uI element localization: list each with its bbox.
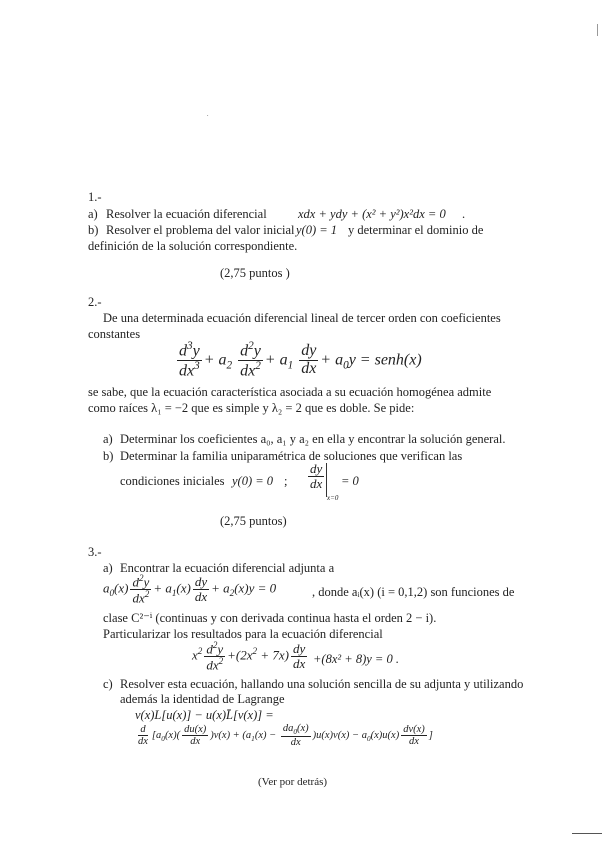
- q3-c-label: c): [103, 677, 113, 691]
- q1-a-label: a): [88, 207, 98, 221]
- q2-b-condition2-value: = 0: [341, 474, 359, 488]
- q1-b-label: b): [88, 223, 99, 237]
- q3-number: 3.-: [88, 545, 102, 559]
- q2-line4: como raíces λ₁ = −2 que es simple y λ₂ = 2 que es doble. Se pide:: [88, 401, 415, 415]
- q2-differential-equation: $\frac{d^3y}{dx^3}$ + $a_2$ $\frac{d^2y}{dx^2}$ + $a_1$ $\frac{dy}{dx}$ + $a_0y$ = senh(x): [179, 340, 422, 380]
- q3-a-text: Encontrar la ecuación diferencial adjunta a: [120, 561, 335, 575]
- q2-b-condition1: y(0) = 0: [232, 474, 274, 488]
- q3-c-line2: además la identidad de Lagrange: [120, 692, 285, 706]
- q3-a-line3: clase C²⁻ⁱ (continuas y con derivada continua hasta el orden 2 − i).: [103, 611, 437, 625]
- q1-b-text: Resolver el problema del valor inicial: [106, 223, 295, 237]
- q1-b-condition: y(0) = 1: [296, 223, 338, 237]
- q3-a-equation: $a_0(x)$ $\frac{d^2y}{dx^2}$ + $a_1(x)$ $\frac{dy}{dx}$ + $a_2(x)y = 0$: [103, 573, 277, 606]
- q1-a-text: Resolver la ecuación diferencial: [106, 207, 267, 221]
- speck: .: [207, 112, 209, 118]
- q2-b-text: Determinar la familia uniparamétrica de soluciones que verifican las: [120, 449, 463, 463]
- q2-points: (2,75 puntos): [220, 514, 287, 528]
- scan-edge-mark: [572, 833, 602, 834]
- q3-a-equation-tail: , donde aᵢ(x) (i = 0,1,2) son funciones de: [312, 585, 515, 599]
- q2-a-text: Determinar los coeficientes a₀, a₁ y a₂ en ella y encontrar la solución general.: [120, 432, 506, 446]
- q2-number: 2.-: [88, 295, 102, 309]
- q2-b-line2: condiciones iniciales: [120, 474, 225, 488]
- q2-intro2: constantes: [88, 327, 141, 341]
- q1-b-text2: y determinar el dominio de: [348, 223, 484, 237]
- q2-line3: se sabe, que la ecuación característica asociada a su ecuación homogénea admite: [88, 385, 492, 399]
- q3-a-equation2-tail: +(8x² + 8)y = 0 .: [313, 652, 399, 666]
- q1-b-line2: definición de la solución correspondiente.: [88, 239, 298, 253]
- q2-a-label: a): [103, 432, 113, 446]
- q3-a-equation2: $x^2$ $\frac{d^2y}{dx^2}$ $+(2x^2 + 7x)$ $\frac{dy}{dx}$: [192, 640, 306, 673]
- q2-b-separator: ;: [284, 474, 288, 488]
- scan-edge-mark-top: [597, 24, 598, 36]
- q3-c-text: Resolver esta ecuación, hallando una solución sencilla de su adjunta y utilizando: [120, 677, 524, 691]
- footer-note: (Ver por detrás): [258, 776, 328, 788]
- q2-b-label: b): [103, 449, 114, 463]
- q2-b-condition2-subscript: x=0: [327, 494, 339, 502]
- q3-a-line4: Particularizar los resultados para la ecuación diferencial: [103, 627, 383, 641]
- q3-c-identity-line2: $\frac{d}{dx}$ [$a_0(x)$( $\frac{du(x)}{dx}$ )$v(x) + (a_1(x)$ − $\frac{da_0(x)}{dx}$ )$u(x)v(x) - a_0(x)u(x)$ $\frac{dv(x)}{dx}$ ]: [138, 723, 433, 748]
- q1-a-equation: xdx + ydy + (x² + y²)x²dx = 0: [298, 207, 446, 221]
- q1-number: 1.-: [88, 190, 102, 204]
- q2-b-condition2: $\frac{dy}{dx}$: [310, 461, 323, 491]
- q2-intro1: De una determinada ecuación diferencial lineal de tercer orden con coeficientes: [103, 311, 501, 325]
- q1-a-end: .: [462, 207, 466, 221]
- q3-a-label: a): [103, 561, 113, 575]
- q1-points: (2,75 puntos ): [220, 266, 290, 280]
- q3-c-identity-line1: v(x)L[u(x)] − u(x)L̄[v(x)] =: [135, 708, 274, 722]
